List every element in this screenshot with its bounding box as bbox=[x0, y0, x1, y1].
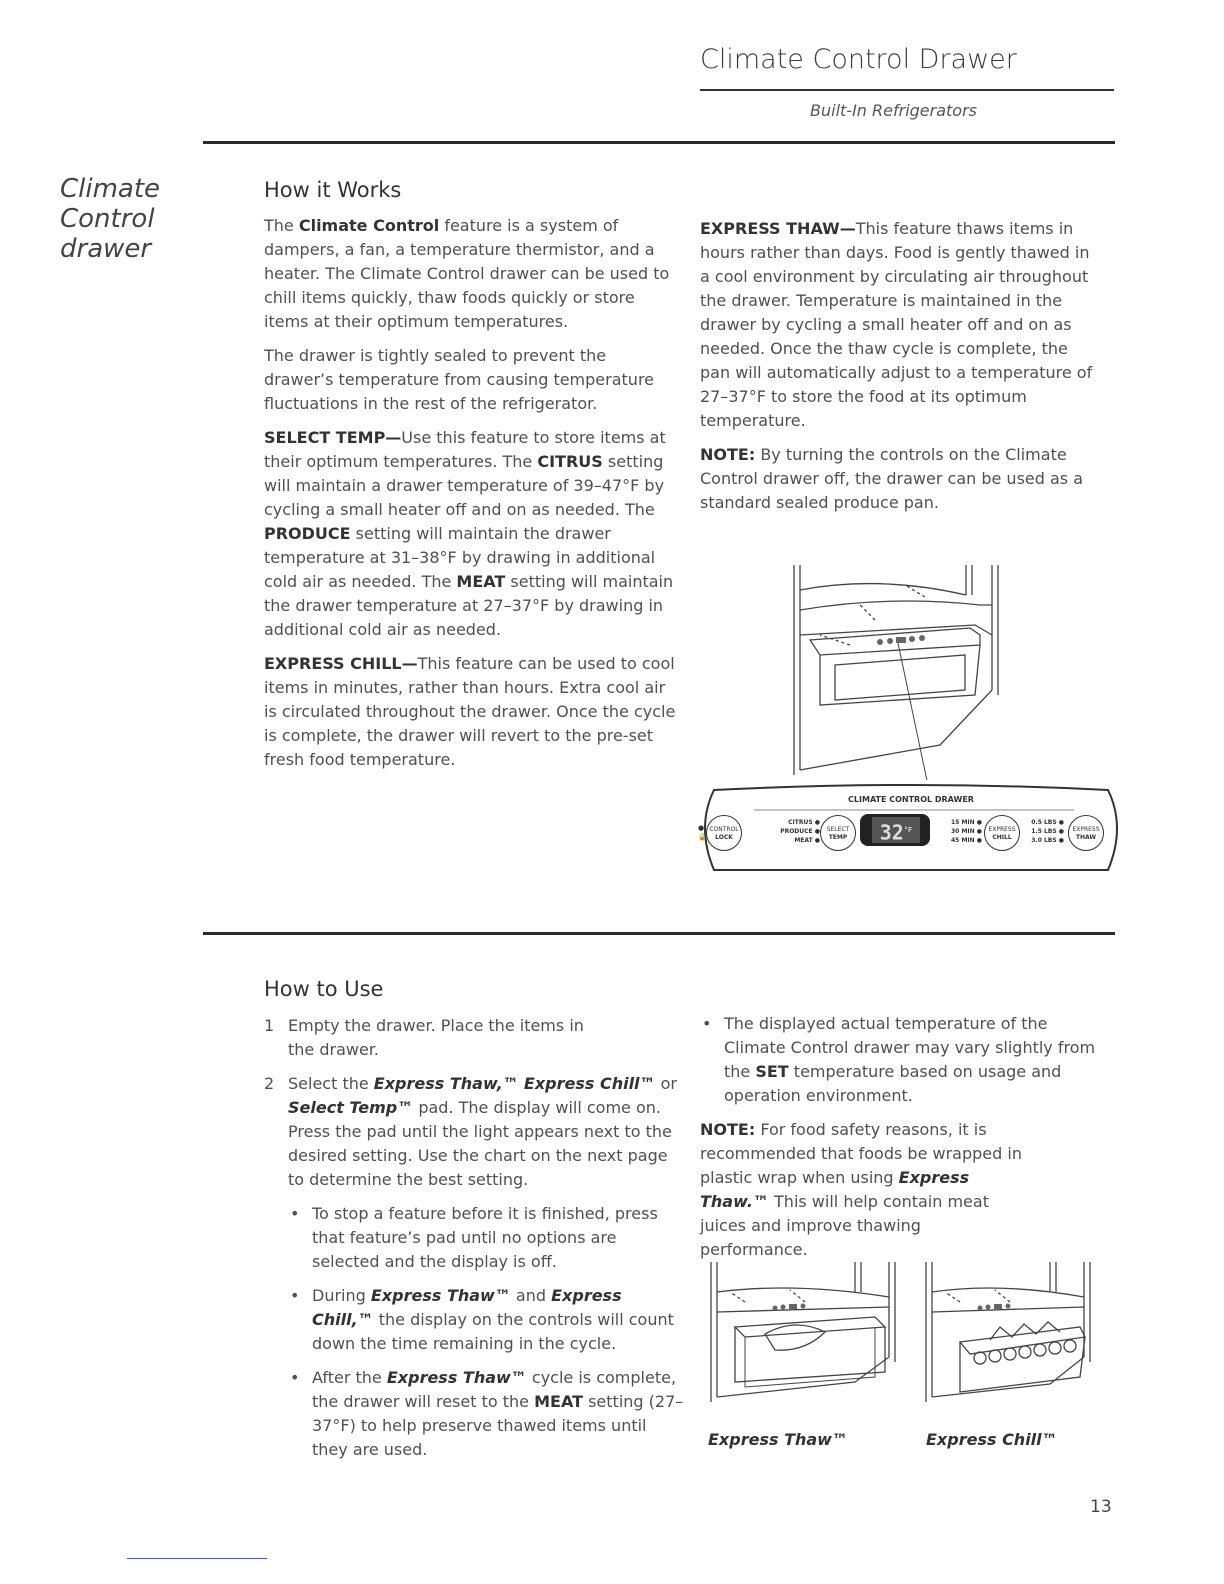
text: Use this feature to store items at their optimum temperatures. The bbox=[264, 428, 666, 471]
section-divider-top bbox=[203, 141, 1115, 144]
lock-icon: ● 🔒 bbox=[698, 824, 707, 841]
text: or bbox=[655, 1074, 677, 1093]
paragraph-express-thaw bbox=[700, 217, 1100, 433]
text: This feature thaws items in hours rather than days. Food is gently thawed in a cool environment by circulating air throughout the drawer. Temperature is maintained in the drawer by cycling a small heater off and on as needed. Once the thaw cycle is complete, the pan will automatically adjust to a temperature of 27–37°F to store the food at its optimum temperature. bbox=[700, 219, 1093, 430]
chill-time-30: 30 MIN ● bbox=[951, 828, 982, 835]
thaw-weight-label: 3.0 LBS bbox=[1031, 837, 1057, 844]
bullet-countdown bbox=[288, 1284, 684, 1356]
italic-term: Express Thaw.™ bbox=[700, 1168, 970, 1211]
chill-times-list bbox=[934, 818, 982, 845]
italic-term: Express Chill™ bbox=[523, 1074, 656, 1093]
italic-term: Express Chill,™ bbox=[312, 1286, 622, 1329]
how-to-use-right-column bbox=[700, 1012, 1105, 1272]
text: setting will maintain the drawer temperature at 31–38°F by drawing in additional cold air as needed. The bbox=[264, 524, 656, 591]
text: setting will maintain the drawer temperature at 27–37°F by drawing in additional cold air as needed. bbox=[264, 572, 674, 639]
express-chill-illustration bbox=[920, 1262, 1120, 1412]
temp-settings-list bbox=[758, 818, 820, 845]
text: setting (27–37°F) to help preserve thawed items until they are used. bbox=[312, 1392, 684, 1459]
express-chill-label-2: CHILL bbox=[992, 834, 1012, 841]
step-2-bullets bbox=[288, 1202, 684, 1462]
sidebar-title-line-1: Climate bbox=[60, 174, 161, 204]
bold-term: Climate Control bbox=[298, 216, 440, 235]
lead-term: NOTE: bbox=[700, 445, 756, 464]
section-divider-middle bbox=[203, 932, 1115, 935]
text: The bbox=[264, 216, 299, 235]
text: the display on the controls will count down the time remaining in the cycle. bbox=[312, 1310, 674, 1353]
text: For food safety reasons, it is recommended that foods be wrapped in plastic wrap when using bbox=[700, 1120, 1022, 1187]
control-lock-button[interactable] bbox=[706, 815, 742, 851]
italic-term: Express Thaw™ bbox=[370, 1286, 511, 1305]
chill-time-15: 15 MIN ● bbox=[951, 819, 982, 826]
drawer-illustration bbox=[780, 565, 1010, 780]
express-chill-label-1: EXPRESS bbox=[988, 826, 1016, 833]
setting-citrus: CITRUS ● bbox=[788, 819, 820, 826]
sidebar-title-line-2: Control bbox=[60, 204, 155, 234]
thaw-weight-label: 1.5 LBS bbox=[1031, 828, 1057, 835]
text: During bbox=[312, 1286, 371, 1305]
steps-list bbox=[264, 1014, 684, 1192]
thaw-weight-label: 0.5 LBS bbox=[1031, 819, 1057, 826]
text: and bbox=[510, 1286, 552, 1305]
footer-link-underline[interactable] bbox=[127, 1558, 267, 1559]
setting-meat: MEAT ● bbox=[794, 837, 820, 844]
temperature-display bbox=[872, 817, 920, 843]
chill-time-label: 30 MIN bbox=[951, 828, 975, 835]
header-rule bbox=[700, 89, 1114, 91]
bold-term: MEAT bbox=[456, 572, 506, 591]
thaw-weight-0-5: 0.5 LBS ● bbox=[1031, 819, 1064, 826]
paragraph-intro bbox=[264, 214, 676, 334]
control-lock-label-2: LOCK bbox=[715, 834, 733, 841]
how-it-works-left-column bbox=[264, 214, 676, 782]
bold-term: SET bbox=[755, 1062, 789, 1081]
step-text: Empty the drawer. Place the items in the drawer. bbox=[288, 1016, 584, 1059]
bold-term: PRODUCE bbox=[264, 524, 351, 543]
text: setting will maintain a drawer temperature of 39–47°F by cycling a small heater off and on as needed. The bbox=[264, 452, 665, 519]
caption-express-thaw: Express Thaw™ bbox=[708, 1430, 848, 1449]
paragraph-food-safety-note bbox=[700, 1118, 1030, 1262]
step-text bbox=[288, 1072, 678, 1192]
bullet-display-vary bbox=[700, 1012, 1105, 1108]
how-to-use-left-column bbox=[264, 1014, 684, 1472]
express-thaw-button[interactable] bbox=[1068, 815, 1104, 851]
italic-term: Select Temp™ bbox=[288, 1098, 414, 1117]
how-to-use-heading: How to Use bbox=[264, 977, 384, 1001]
page-header-subtitle: Built-In Refrigerators bbox=[810, 101, 977, 120]
control-lock-label-1: CONTROL bbox=[709, 826, 739, 833]
chill-time-45: 45 MIN ● bbox=[951, 837, 982, 844]
text: feature is a system of dampers, a fan, a temperature thermistor, and a heater. The Climate Control drawer can be used to chill items quickly, thaw foods quickly or store items at their optimum temperatures. bbox=[264, 216, 670, 331]
express-chill-button[interactable] bbox=[984, 815, 1020, 851]
thaw-weights-list bbox=[1020, 818, 1064, 845]
display-unit: °F bbox=[903, 826, 913, 834]
setting-produce: PRODUCE ● bbox=[780, 828, 820, 835]
italic-term: Express Thaw™ bbox=[386, 1368, 527, 1387]
text: After the bbox=[312, 1368, 387, 1387]
paragraph-express-chill bbox=[264, 652, 676, 772]
lead-term: NOTE: bbox=[700, 1120, 756, 1139]
text: temperature based on usage and operation environment. bbox=[724, 1062, 1062, 1105]
express-thaw-illustration bbox=[705, 1262, 905, 1412]
page-number: 13 bbox=[1090, 1497, 1112, 1517]
sidebar-title-line-3: drawer bbox=[60, 234, 152, 264]
lead-term: EXPRESS CHILL— bbox=[264, 654, 418, 673]
text: This feature can be used to cool items in minutes, rather than hours. Extra cool air is circulated throughout the drawer. Once the cycle is complete, the drawer will revert to the pre-set fresh food temperature. bbox=[264, 654, 676, 769]
bold-term: MEAT bbox=[534, 1392, 583, 1411]
how-it-works-heading: How it Works bbox=[264, 178, 402, 202]
paragraph-select-temp bbox=[264, 426, 676, 642]
bullet-after-thaw bbox=[288, 1366, 684, 1462]
paragraph-note bbox=[700, 443, 1100, 515]
setting-label: PRODUCE bbox=[780, 828, 813, 835]
paragraph-sealed: The drawer is tightly sealed to prevent the drawer’s temperature from causing temperature fluctuations in the rest of the refrigerator. bbox=[264, 346, 655, 413]
bullet-stop-feature: • To stop a feature before it is finished, press that feature’s pad until no options are selected and the display is off. bbox=[288, 1202, 684, 1274]
express-thaw-label-1: EXPRESS bbox=[1072, 826, 1100, 833]
text: cycle is complete, the drawer will reset to the bbox=[312, 1368, 677, 1411]
control-panel bbox=[694, 782, 1128, 872]
text: This will help contain meat juices and improve thawing performance. bbox=[700, 1192, 989, 1259]
express-thaw-label-2: THAW bbox=[1075, 834, 1097, 841]
italic-term: Express Thaw,™ bbox=[373, 1074, 519, 1093]
caption-express-chill: Express Chill™ bbox=[926, 1430, 1058, 1449]
chill-time-label: 45 MIN bbox=[951, 837, 975, 844]
text: The displayed actual temperature of the Climate Control drawer may vary slightly from the bbox=[724, 1014, 1096, 1081]
lead-term: EXPRESS THAW— bbox=[700, 219, 856, 238]
thaw-weight-3-0: 3.0 LBS ● bbox=[1031, 837, 1064, 844]
select-temp-label-1: SELECT bbox=[826, 826, 850, 833]
text: pad. The display will come on. Press the pad until the light appears next to the desired setting. Use the chart on the next page to determine the best setting. bbox=[288, 1098, 672, 1189]
step-2 bbox=[264, 1072, 684, 1192]
bold-term: CITRUS bbox=[537, 452, 603, 471]
display-value: 32 bbox=[879, 820, 904, 845]
sidebar-section-title bbox=[60, 174, 190, 264]
text: Select the bbox=[288, 1074, 374, 1093]
thaw-weight-1-5: 1.5 LBS ● bbox=[1031, 828, 1064, 835]
setting-label: CITRUS bbox=[788, 819, 813, 826]
select-temp-button[interactable] bbox=[820, 815, 856, 851]
how-it-works-right-column bbox=[700, 217, 1100, 525]
right-bullets bbox=[700, 1012, 1105, 1108]
select-temp-label-2: TEMP bbox=[828, 834, 848, 841]
step-number: 1 bbox=[264, 1016, 275, 1035]
step-1 bbox=[264, 1014, 684, 1062]
step-number: 2 bbox=[264, 1074, 275, 1093]
control-panel-title: CLIMATE CONTROL DRAWER bbox=[848, 795, 974, 804]
setting-label: MEAT bbox=[794, 837, 813, 844]
text: By turning the controls on the Climate Control drawer off, the drawer can be used as a standard sealed produce pan. bbox=[700, 445, 1084, 512]
page-header-title: Climate Control Drawer bbox=[700, 44, 1017, 75]
chill-time-label: 15 MIN bbox=[951, 819, 975, 826]
lead-term: SELECT TEMP— bbox=[264, 428, 402, 447]
